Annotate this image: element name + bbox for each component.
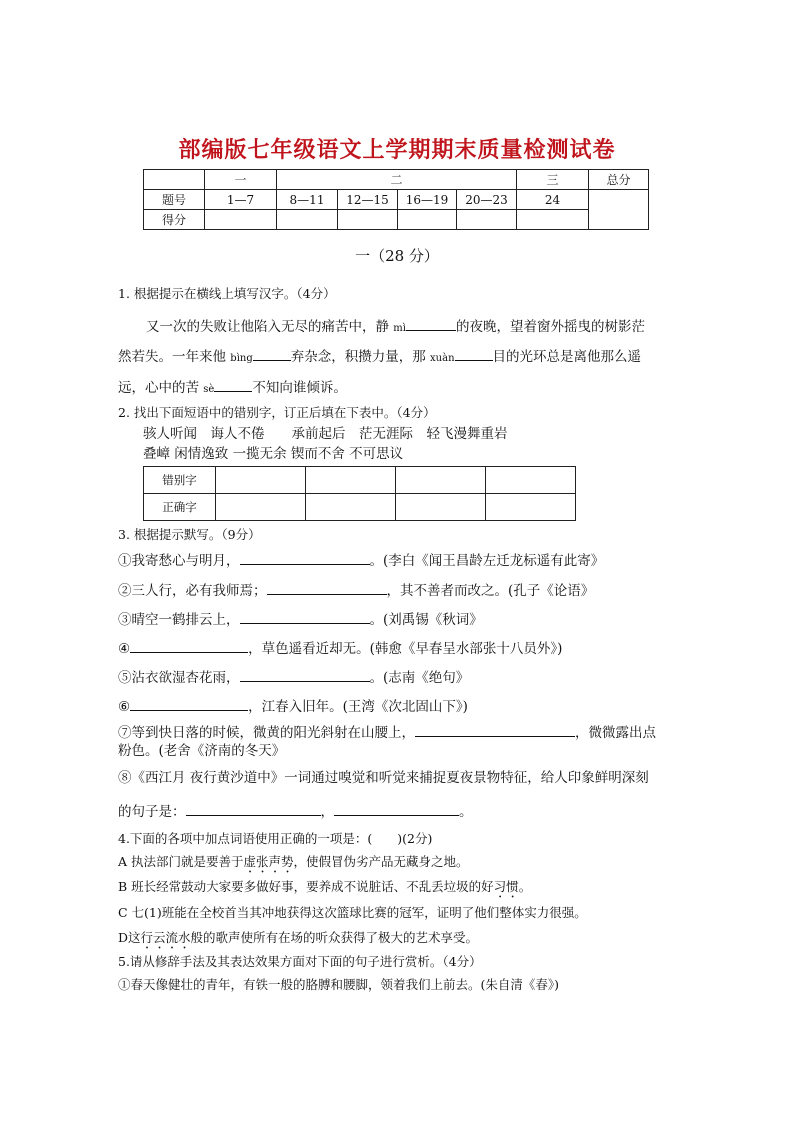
answer-cell[interactable] [486,467,576,494]
answer-blank[interactable] [406,316,456,331]
score-corner-cell [144,170,205,190]
answer-blank[interactable] [130,696,248,711]
wrong-char-label: 错别字 [144,467,216,494]
q3-item-8: ⑧《西江月 夜行黄沙道中》一词通过嗅觉和听觉来捕捉夏夜景物特征，给人印象鲜明深刻 [118,770,649,786]
section-one-title: 一（28 分） [355,247,439,265]
q2-phrases-line2: 叠嶂 闲情逸致 一揽无余 锲而不舍 不可思议 [143,446,404,462]
score-table [143,169,649,230]
q4-text: 般的歌声使所有在场的听众获得了极大的艺术享受。 [190,930,479,945]
q1-text: 又一次的失败让他陷入无尽的痛苦中，静 [146,319,389,335]
score-section-two: 二 [277,170,517,190]
score-range: 12—15 [338,190,398,210]
q3-item-1 [118,550,604,570]
answer-cell[interactable] [216,494,306,521]
q3-text: ④ [118,641,131,657]
q3-text: ⑥ [118,699,131,715]
wrong-char-row [144,467,576,494]
pinyin-hint: mì [393,323,406,334]
answer-cell[interactable] [216,467,306,494]
q3-text: ⑦等到快日落的时候，微黄的阳光斜射在山腰上， [118,725,415,741]
q1-text: 弃杂念，积攒力量，那 [290,349,426,365]
q3-text: 。 [459,804,473,820]
score-section-three: 三 [517,170,589,190]
correction-table [143,466,576,521]
score-range: 8—11 [277,190,338,210]
pinyin-hint: xuàn [430,353,455,364]
answer-blank[interactable] [240,609,370,624]
q1-text: 目的光环总是离他那么遥 [492,349,642,365]
answer-blank[interactable] [267,580,387,595]
q1-text: 的夜晚，望着窗外摇曳的树影茫 [455,319,645,335]
q3-text: 。(刘禹锡《秋词》 [369,612,483,628]
answer-cell[interactable] [396,494,486,521]
q3-item-4 [118,638,562,658]
score-total-cell[interactable] [589,190,649,230]
q4-prompt: 4.下面的各项中加点词语使用正确的一项是：( )(2分) [118,831,433,846]
exam-title: 部编版七年级语文上学期期末质量检测试卷 [178,137,616,163]
q1-text: 然若失。一年来他 [118,349,226,365]
q3-text: ， [320,804,334,820]
dotted-word: 行云流水 [140,930,191,945]
answer-blank[interactable] [334,801,459,816]
q3-text: 。(李白《闻王昌龄左迁龙标遥有此寄》 [369,553,605,569]
q3-text: ③晴空一鹤排云上， [118,612,240,628]
score-section-one: 一 [205,170,277,190]
answer-cell[interactable] [306,467,396,494]
q3-prompt: 3. 根据提示默写。（9分） [118,527,261,542]
q3-item-3 [118,609,483,629]
q3-text: 。(志南《绝句》 [369,670,470,686]
q2-prompt: 2. 找出下面短语中的错别字，订正后填在下表中。（4分） [118,405,436,420]
q5-prompt: 5.请从修辞手法及其表达效果方面对下面的句子进行赏析。（4分） [118,954,482,969]
q3-text: ①我寄愁心与明月， [118,553,240,569]
q1-prompt: 1. 根据提示在横线上填写汉字。（4分） [118,286,336,301]
answer-cell[interactable] [396,467,486,494]
answer-blank[interactable] [240,667,370,682]
answer-blank[interactable] [240,550,370,565]
q3-item-2 [118,580,594,600]
q4-option-a[interactable] [118,853,469,876]
q3-item-8-cont [118,801,473,821]
score-header-row [144,170,649,190]
q3-item-7-cont: 粉色。(老舍《济南的冬天》 [118,743,286,759]
q3-text: ，微微露出点 [575,725,656,741]
score-cell[interactable] [517,210,589,230]
score-range: 24 [517,190,589,210]
q4-text: A 执法部门就是要善于 [118,854,244,869]
score-question-row [144,190,649,210]
correct-char-label: 正确字 [144,494,216,521]
q4-option-b[interactable] [118,878,531,901]
q1-text: 远，心中的苦 [118,380,199,396]
q1-line1 [146,316,645,338]
pinyin-hint: bìng [230,353,253,364]
q4-option-c[interactable]: C 七(1)班能在全校首当其冲地获得这次篮球比赛的冠军，证明了他们整体实力很强。 [118,905,587,920]
q3-text: 的句子是： [118,804,186,820]
pinyin-hint: sè [203,384,215,395]
correct-char-row [144,494,576,521]
score-range: 16—19 [398,190,457,210]
score-cell[interactable] [338,210,398,230]
answer-blank[interactable] [253,346,291,361]
score-range: 20—23 [457,190,517,210]
q5-item-1: ①春天像健壮的青年，有铁一般的胳膊和腰脚，领着我们上前去。(朱自清《春》) [118,977,560,992]
dotted-word: 习惯 [493,879,519,894]
q3-text: ②三人行，必有我师焉； [118,583,267,599]
dotted-word: 虚张声势 [243,854,294,869]
q1-text: 不知向谁倾诉。 [252,380,347,396]
q1-line3 [118,377,347,399]
answer-cell[interactable] [306,494,396,521]
answer-blank[interactable] [130,638,248,653]
q4-option-d[interactable] [118,929,478,952]
answer-blank[interactable] [455,346,493,361]
score-range: 1—7 [205,190,277,210]
score-points-row [144,210,649,230]
q1-line2 [118,346,641,368]
q3-text: ，江春入旧年。(王湾《次北固山下》) [248,699,468,715]
q3-text: ，草色遥看近却无。(韩愈《早春呈水部张十八员外》) [248,641,563,657]
score-total-header: 总分 [589,170,649,190]
score-cell[interactable] [277,210,338,230]
answer-blank[interactable] [186,801,321,816]
answer-blank[interactable] [415,722,575,737]
q4-text: B 班长经常鼓动大家要多做好事，要养成不说脏话、不乱丢垃圾的好 [118,879,494,894]
q3-text: ，其不善者而改之。(孔子《论语》 [386,583,595,599]
q2-phrases-line1: 骇人听闻 诲人不倦 承前起后 茫无涯际 轻飞漫舞重岩 [143,426,508,442]
answer-blank[interactable] [214,377,252,392]
q3-text: ⑤沾衣欲湿杏花雨， [118,670,240,686]
score-cell[interactable] [457,210,517,230]
score-row-label: 得分 [144,210,205,230]
score-cell[interactable] [205,210,277,230]
q3-item-7 [118,722,656,742]
q4-text: D这 [118,930,141,945]
score-cell[interactable] [398,210,457,230]
q4-text: 。 [518,879,532,894]
score-row-label: 题号 [144,190,205,210]
answer-cell[interactable] [486,494,576,521]
q3-item-6 [118,696,468,716]
q4-text: ，使假冒伪劣产品无藏身之地。 [293,854,469,869]
q3-item-5 [118,667,469,687]
